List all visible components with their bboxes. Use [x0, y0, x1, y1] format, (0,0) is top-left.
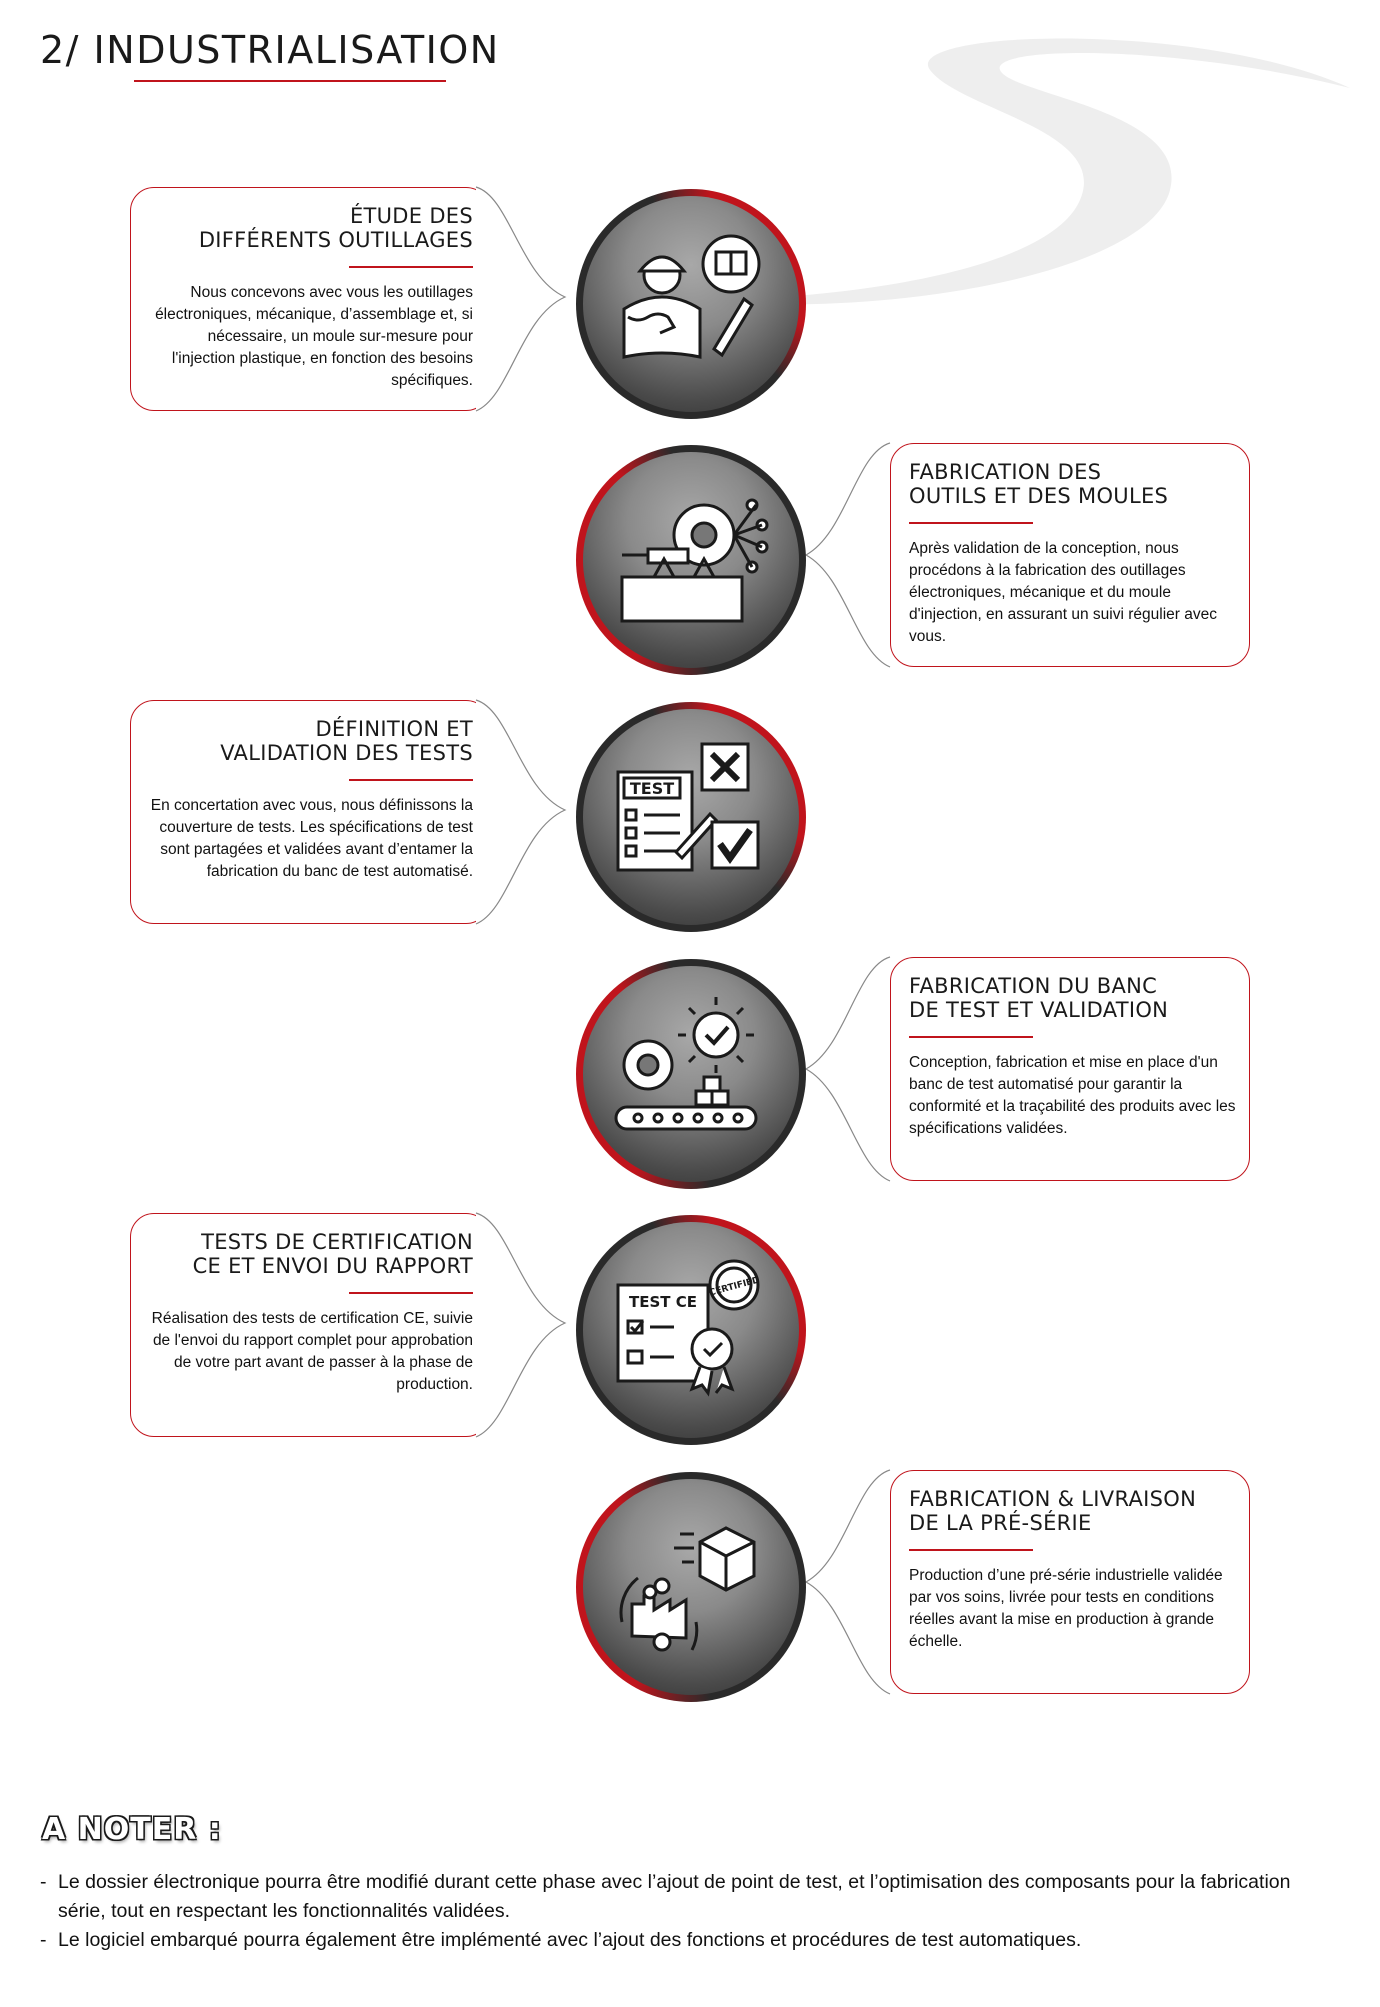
- step-icon-disc: [576, 1215, 806, 1445]
- speech-pointer: [800, 443, 892, 667]
- step-icon-disc: [576, 189, 806, 419]
- speech-pointer: [470, 700, 580, 924]
- step-bubble: [130, 700, 490, 924]
- factory-delivery-icon: [576, 1472, 806, 1702]
- step-icon-disc: [576, 702, 806, 932]
- step-description: Production d’une pré-série industrielle validée par vos soins, livrée pour tests en conditions réelles avant la mise en production à grande échelle.: [909, 1567, 1223, 1650]
- step-bubble: [130, 1213, 490, 1437]
- step-description: Réalisation des tests de certification CE, suivie de l'envoi du rapport complet pour approbation de votre part avant de passer à la phase de production.: [151, 1310, 473, 1393]
- step-pre-serie: [0, 1470, 1380, 1710]
- step-etude-outillages: [0, 187, 1380, 427]
- icon-label: TEST CE: [629, 1293, 697, 1311]
- step-icon-disc: [576, 959, 806, 1189]
- step-bubble: [130, 187, 490, 411]
- step-title-rule: [909, 1036, 1033, 1038]
- certified-stamp-label: CERTIFIED: [708, 1275, 761, 1299]
- step-title: ÉTUDE DES DIFFÉRENTS OUTILLAGES: [198, 204, 473, 252]
- step-fabrication-outils: [0, 443, 1380, 683]
- step-title-rule: [909, 1549, 1033, 1551]
- ce-certificate-icon: [576, 1215, 806, 1445]
- step-title: TESTS DE CERTIFICATION CE ET ENVOI DU RAPPORT: [192, 1230, 473, 1278]
- step-description: En concertation avec vous, nous définissons la couverture de tests. Les spécifications de test sont partagées et validées avant d’entamer la fabrication du banc de test automatisé.: [150, 797, 473, 880]
- step-title-rule: [349, 1292, 473, 1294]
- notes-title: A NOTER :: [42, 1812, 222, 1847]
- step-title-rule: [349, 266, 473, 268]
- icon-label: TEST: [629, 779, 675, 798]
- step-title: DÉFINITION ET VALIDATION DES TESTS: [220, 717, 473, 765]
- speech-pointer: [470, 1213, 580, 1437]
- speech-pointer: [800, 1470, 892, 1694]
- step-title: FABRICATION DU BANC DE TEST ET VALIDATION: [909, 974, 1169, 1022]
- step-description: Après validation de la conception, nous procédons à la fabrication des outillages électroniques, mécanique et du moule d'injection, en assurant un suivi régulier avec vous.: [909, 540, 1217, 645]
- step-icon-disc: [576, 1472, 806, 1702]
- step-title-rule: [909, 522, 1033, 524]
- step-bubble: [890, 1470, 1250, 1694]
- note-item: - Le dossier électronique pourra être modifié durant cette phase avec l’ajout de point de test, et l’optimisation des composants pour la fabrication série, tout en respectant les fonctionnalités validées.: [40, 1871, 1291, 1922]
- step-bubble: [890, 957, 1250, 1181]
- step-icon-disc: [576, 445, 806, 675]
- step-title: FABRICATION DES OUTILS ET DES MOULES: [909, 460, 1169, 508]
- engineer-blueprint-icon: [576, 189, 806, 419]
- step-certification-ce: [0, 1213, 1380, 1453]
- title-underline: [134, 80, 446, 82]
- test-checklist-icon: [576, 702, 806, 932]
- step-title-rule: [349, 779, 473, 781]
- machining-gear-icon: [576, 445, 806, 675]
- step-fabrication-banc: [0, 957, 1380, 1197]
- step-description: Nous concevons avec vous les outillages électroniques, mécanique, d’assemblage et, si nécessaire, un moule sur-mesure pour l'injection plastique, en fonction des besoins spécifiques.: [155, 284, 473, 389]
- step-bubble: [890, 443, 1250, 667]
- speech-pointer: [470, 187, 580, 411]
- speech-pointer: [800, 957, 892, 1181]
- step-description: Conception, fabrication et mise en place d'un banc de test automatisé pour garantir la conformité et la traçabilité des produits avec les spécifications validées.: [909, 1054, 1236, 1137]
- step-title: FABRICATION & LIVRAISON DE LA PRÉ-SÉRIE: [909, 1487, 1197, 1535]
- step-definition-tests: [0, 700, 1380, 940]
- note-item: - Le logiciel embarqué pourra également être implémenté avec l’ajout des fonctions et procédures de test automatiques.: [40, 1929, 1082, 1951]
- conveyor-gears-icon: [576, 959, 806, 1189]
- page-title: 2/ INDUSTRIALISATION: [40, 28, 500, 72]
- notes-list: [40, 1868, 1340, 1955]
